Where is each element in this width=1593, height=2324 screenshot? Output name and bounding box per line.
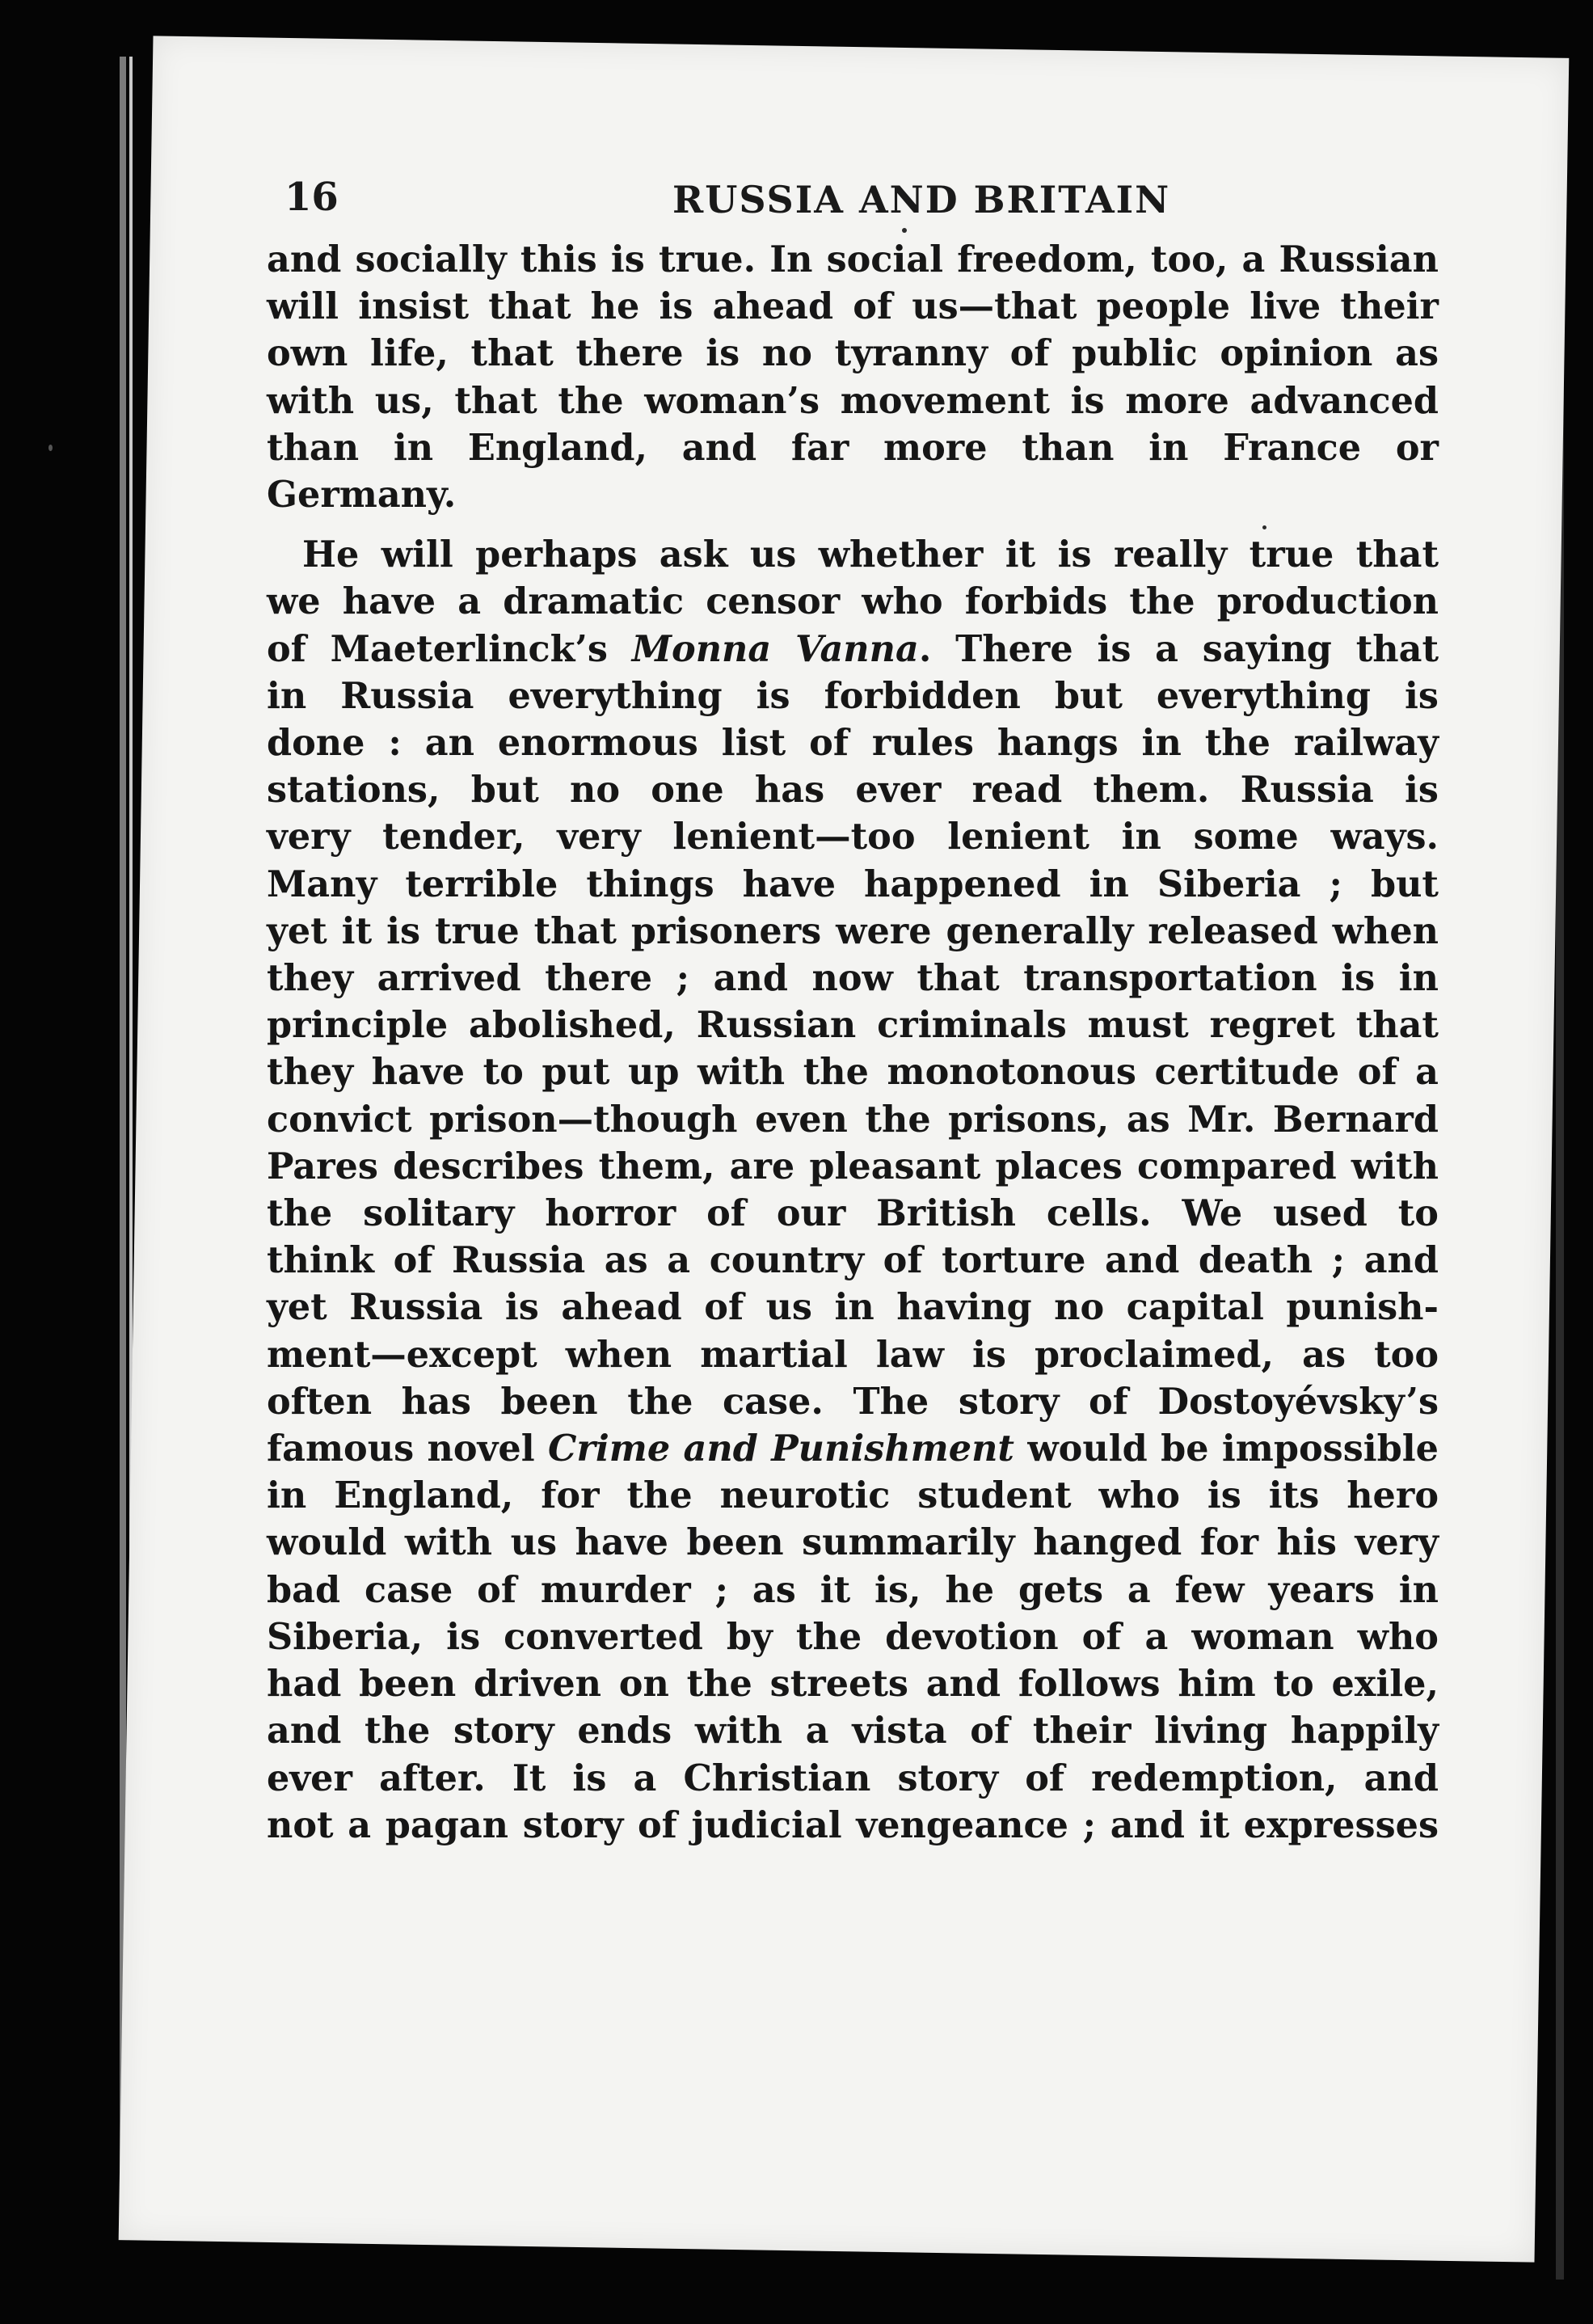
- book-title: Monna Vanna: [631, 627, 919, 670]
- paragraph: [267, 531, 1439, 1849]
- text-line: than in England, and far more than in France or: [267, 426, 1439, 469]
- text-line: Germany.: [267, 474, 457, 517]
- text-line: He will perhaps ask us whether it is really true that: [302, 534, 1439, 576]
- text-line: they arrived there ; and now that transportation is in: [267, 957, 1439, 1000]
- text-line: very tender, very lenient—too lenient in some ways.: [267, 816, 1439, 858]
- text-line: Siberia, is converted by the devotion of a woman who: [267, 1615, 1439, 1658]
- text-line: will insist that he is ahead of us—that people live their: [267, 285, 1439, 328]
- body-text: [267, 236, 1439, 1849]
- book-title: Crime and Punishment: [548, 1428, 1014, 1470]
- running-head: [284, 136, 1456, 225]
- text-line: in England, for the neurotic student who is its hero: [267, 1474, 1439, 1517]
- page-number: 16: [284, 175, 339, 220]
- scan-speck: [902, 228, 907, 233]
- text-line: Pares describes them, are pleasant places compared with: [267, 1145, 1439, 1187]
- text-line: they have to put up with the monotonous certitude of a: [267, 1051, 1439, 1094]
- text-line: often has been the case. The story of Dostoyévsky’s: [267, 1380, 1439, 1423]
- paragraph: [267, 236, 1439, 518]
- text-line: not a pagan story of judicial vengeance ; and it expresses: [267, 1803, 1439, 1846]
- text-line: principle abolished, Russian criminals must regret that: [267, 1004, 1439, 1047]
- text-line: yet it is true that prisoners were generally released when: [267, 909, 1439, 952]
- text-line: Many terrible things have happened in Siberia ; but: [267, 863, 1439, 905]
- text-line: ment—except when martial law is proclaimed, as too: [267, 1333, 1439, 1376]
- scan-speck: [1262, 525, 1266, 529]
- text-line: done : an enormous list of rules hangs in the railway: [267, 722, 1439, 765]
- text-line: of Maeterlinck’s Monna Vanna. There is a saying that: [267, 627, 1439, 670]
- text-line: think of Russia as a country of torture and death ; and: [267, 1239, 1439, 1282]
- text-line: yet Russia is ahead of us in having no capital punish-: [267, 1286, 1439, 1329]
- text-line: the solitary horror of our British cells. We used to: [267, 1192, 1439, 1235]
- text-line: stations, but no one has ever read them. Russia is: [267, 769, 1439, 812]
- text-line: and the story ends with a vista of their living happily: [267, 1710, 1439, 1752]
- text-line: and socially this is true. In social freedom, too, a Russian: [267, 238, 1439, 280]
- text-line: with us, that the woman’s movement is more advanced: [267, 379, 1439, 422]
- text-line: would with us have been summarily hanged for his very: [267, 1521, 1439, 1564]
- text-line: famous novel Crime and Punishment would be impossible: [267, 1428, 1439, 1470]
- text-line: own life, that there is no tyranny of public opinion as: [267, 332, 1439, 375]
- text-line: ever after. It is a Christian story of redemption, and: [267, 1757, 1439, 1799]
- scan-speck: [48, 445, 53, 451]
- text-line: in Russia everything is forbidden but everything is: [267, 674, 1439, 717]
- text-line: had been driven on the streets and follows him to exile,: [267, 1663, 1439, 1706]
- text-line: bad case of murder ; as it is, he gets a few years in: [267, 1568, 1439, 1611]
- text-line: we have a dramatic censor who forbids the production: [267, 580, 1439, 623]
- text-line: convict prison—though even the prisons, as Mr. Bernard: [267, 1098, 1439, 1141]
- running-head-title: RUSSIA AND BRITAIN: [672, 178, 1171, 221]
